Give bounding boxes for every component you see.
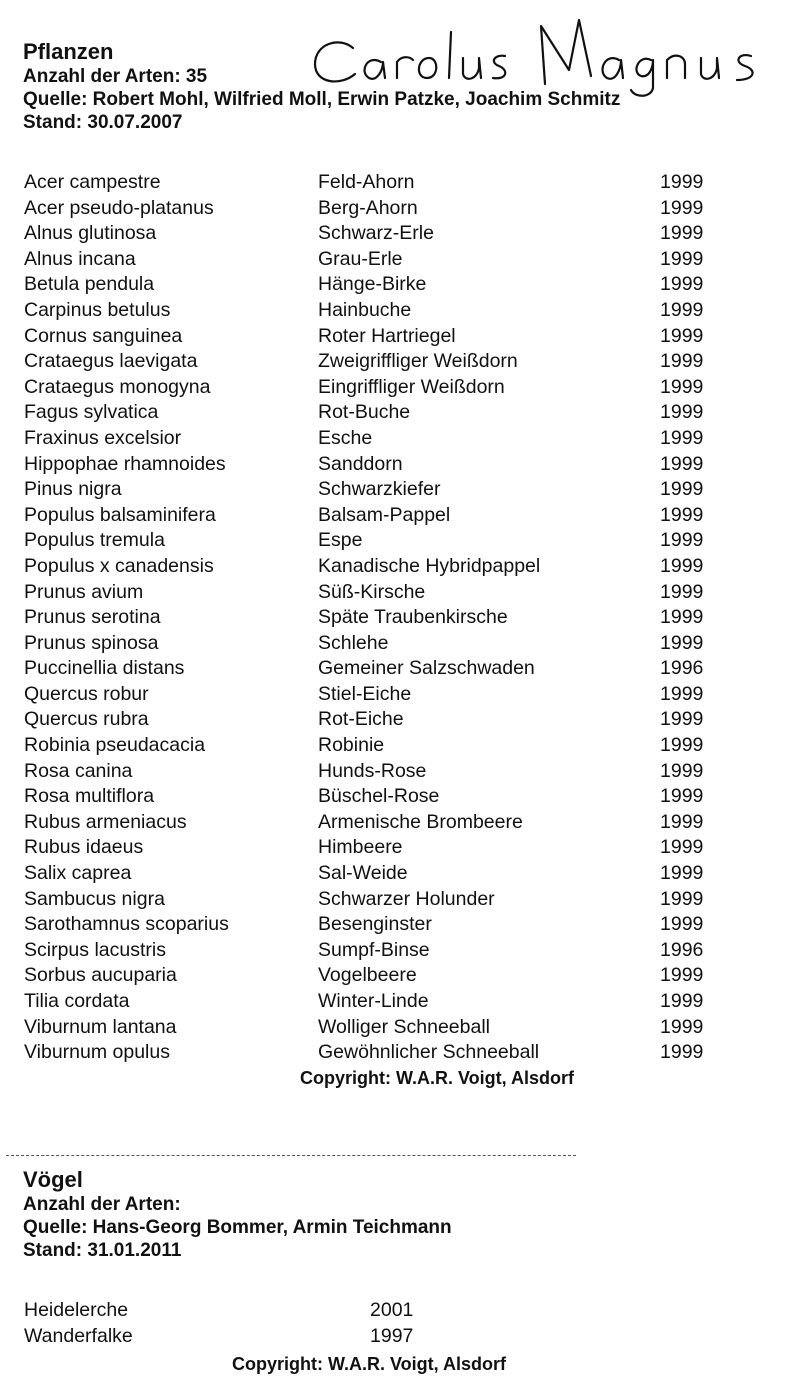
year: 1999 bbox=[660, 836, 704, 859]
year: 1999 bbox=[660, 529, 704, 552]
list-item bbox=[0, 835, 800, 861]
year: 1999 bbox=[660, 1041, 704, 1064]
year: 1999 bbox=[660, 887, 704, 910]
list-item bbox=[0, 810, 800, 836]
german-name: Späte Traubenkirsche bbox=[318, 606, 508, 629]
german-name: Robinie bbox=[318, 734, 385, 757]
german-name: Rot-Buche bbox=[318, 401, 411, 424]
german-name: Gewöhnlicher Schneeball bbox=[318, 1041, 540, 1064]
list-item bbox=[0, 963, 800, 989]
latin-name: Quercus rubra bbox=[24, 708, 149, 731]
latin-name: Puccinellia distans bbox=[24, 657, 185, 680]
german-name: Schwarz-Erle bbox=[318, 222, 434, 245]
list-item bbox=[0, 426, 800, 452]
list-item bbox=[0, 682, 800, 708]
birds-date: Stand: 31.01.2011 bbox=[23, 1240, 182, 1261]
list-item bbox=[0, 784, 800, 810]
year: 1999 bbox=[660, 478, 704, 501]
list-item bbox=[0, 912, 800, 938]
year: 1999 bbox=[660, 222, 704, 245]
german-name: Wolliger Schneeball bbox=[318, 1015, 490, 1038]
year: 1999 bbox=[660, 682, 704, 705]
list-item bbox=[0, 1298, 800, 1324]
latin-name: Cornus sanguinea bbox=[24, 324, 183, 347]
german-name: Schwarzer Holunder bbox=[318, 887, 495, 910]
german-name: Feld-Ahorn bbox=[318, 171, 415, 193]
list-item bbox=[0, 170, 800, 196]
list-item bbox=[0, 733, 800, 759]
list-item bbox=[0, 989, 800, 1015]
latin-name: Hippophae rhamnoides bbox=[24, 452, 226, 475]
german-name: Berg-Ahorn bbox=[318, 196, 418, 219]
latin-name: Alnus incana bbox=[24, 247, 136, 270]
latin-name: Fagus sylvatica bbox=[24, 401, 159, 424]
year: 1999 bbox=[660, 375, 704, 398]
latin-name: Pinus nigra bbox=[24, 478, 122, 501]
year: 1999 bbox=[660, 401, 704, 424]
birds-section bbox=[0, 1166, 800, 1262]
list-item bbox=[0, 759, 800, 785]
german-name: Eingriffliger Weißdorn bbox=[318, 375, 505, 398]
latin-name: Rubus armeniacus bbox=[24, 810, 187, 833]
german-name: Schwarzkiefer bbox=[318, 478, 441, 501]
year: 1999 bbox=[660, 862, 704, 885]
list-item bbox=[0, 707, 800, 733]
list-item bbox=[0, 1040, 800, 1066]
list-item bbox=[0, 1324, 800, 1350]
list-item bbox=[0, 503, 800, 529]
german-name: Kanadische Hybridpappel bbox=[318, 554, 541, 577]
list-item bbox=[0, 580, 800, 606]
year: 1999 bbox=[660, 913, 704, 936]
plants-count: Anzahl der Arten: 35 bbox=[23, 66, 208, 87]
list-item bbox=[0, 938, 800, 964]
plants-title: Pflanzen bbox=[23, 39, 114, 64]
plants-date: Stand: 30.07.2007 bbox=[23, 112, 183, 133]
year: 1999 bbox=[660, 1015, 704, 1038]
year: 1999 bbox=[660, 606, 704, 629]
latin-name: Betula pendula bbox=[24, 273, 155, 296]
german-name: Gemeiner Salzschwaden bbox=[318, 657, 535, 680]
german-name: Süß-Kirsche bbox=[318, 580, 426, 603]
birds-copyright: Copyright: W.A.R. Voigt, Alsdorf bbox=[232, 1354, 506, 1374]
list-item bbox=[0, 375, 800, 401]
list-item bbox=[0, 221, 800, 247]
latin-name: Carpinus betulus bbox=[24, 298, 171, 321]
latin-name: Prunus avium bbox=[24, 580, 144, 603]
list-item bbox=[0, 528, 800, 554]
latin-name: Populus x canadensis bbox=[24, 554, 214, 577]
latin-name: Viburnum opulus bbox=[24, 1041, 170, 1064]
year: 1999 bbox=[660, 171, 704, 193]
german-name: Balsam-Pappel bbox=[318, 503, 451, 526]
german-name: Vogelbeere bbox=[318, 964, 417, 987]
german-name: Espe bbox=[318, 529, 363, 552]
list-item bbox=[0, 400, 800, 426]
list-item bbox=[0, 656, 800, 682]
latin-name: Robinia pseudacacia bbox=[24, 734, 206, 757]
year: 1999 bbox=[660, 631, 704, 654]
latin-name: Alnus glutinosa bbox=[24, 222, 157, 245]
latin-name: Acer campestre bbox=[24, 171, 161, 193]
year: 1999 bbox=[660, 298, 704, 321]
birds-title: Vögel bbox=[23, 1167, 83, 1192]
german-name: Hunds-Rose bbox=[318, 759, 427, 782]
german-name: Rot-Eiche bbox=[318, 708, 404, 731]
german-name: Grau-Erle bbox=[318, 247, 403, 270]
latin-name: Sarothamnus scoparius bbox=[24, 913, 229, 936]
german-name: Stiel-Eiche bbox=[318, 682, 412, 705]
latin-name: Prunus serotina bbox=[24, 606, 161, 629]
latin-name: Prunus spinosa bbox=[24, 631, 159, 654]
year: 1999 bbox=[660, 785, 704, 808]
list-item bbox=[0, 477, 800, 503]
year: 1997 bbox=[370, 1324, 414, 1347]
year: 1999 bbox=[660, 990, 704, 1012]
latin-name: Populus balsaminifera bbox=[24, 503, 216, 526]
latin-name: Sambucus nigra bbox=[24, 887, 165, 910]
year: 1999 bbox=[660, 708, 704, 731]
list-item bbox=[0, 349, 800, 375]
german-name: Schlehe bbox=[318, 631, 389, 654]
year: 1999 bbox=[660, 452, 704, 475]
german-name: Roter Hartriegel bbox=[318, 324, 456, 347]
latin-name: Salix caprea bbox=[24, 862, 132, 885]
latin-name: Rosa multiflora bbox=[24, 785, 155, 808]
latin-name: Crataegus laevigata bbox=[24, 350, 198, 373]
latin-name: Rosa canina bbox=[24, 759, 133, 782]
year: 2001 bbox=[370, 1299, 414, 1321]
latin-name: Rubus idaeus bbox=[24, 836, 144, 859]
year: 1999 bbox=[660, 247, 704, 270]
list-item bbox=[0, 554, 800, 580]
plants-copyright: Copyright: W.A.R. Voigt, Alsdorf bbox=[300, 1068, 574, 1088]
birds-count: Anzahl der Arten: bbox=[23, 1194, 181, 1215]
latin-name: Sorbus aucuparia bbox=[24, 964, 177, 987]
list-item bbox=[0, 605, 800, 631]
year: 1999 bbox=[660, 503, 704, 526]
german-name: Sanddorn bbox=[318, 452, 403, 475]
birds-species-list bbox=[0, 1298, 800, 1349]
list-item bbox=[0, 861, 800, 887]
german-name: Besenginster bbox=[318, 913, 432, 936]
list-item bbox=[0, 1015, 800, 1041]
latin-name: Viburnum lantana bbox=[24, 1015, 177, 1038]
german-name: Hainbuche bbox=[318, 298, 412, 321]
year: 1999 bbox=[660, 554, 704, 577]
german-name: Armenische Brombeere bbox=[318, 810, 523, 833]
year: 1999 bbox=[660, 426, 704, 449]
german-name: Wanderfalke bbox=[24, 1324, 133, 1347]
year: 1996 bbox=[660, 938, 704, 961]
list-item bbox=[0, 247, 800, 273]
section-divider bbox=[6, 1155, 576, 1156]
birds-source: Quelle: Hans-Georg Bommer, Armin Teichmann bbox=[23, 1217, 452, 1238]
german-name: Büschel-Rose bbox=[318, 785, 440, 808]
year: 1999 bbox=[660, 273, 704, 296]
year: 1999 bbox=[660, 759, 704, 782]
year: 1999 bbox=[660, 324, 704, 347]
latin-name: Scirpus lacustris bbox=[24, 938, 166, 961]
list-item bbox=[0, 452, 800, 478]
list-item bbox=[0, 298, 800, 324]
latin-name: Tilia cordata bbox=[24, 990, 130, 1012]
latin-name: Crataegus monogyna bbox=[24, 375, 211, 398]
german-name: Himbeere bbox=[318, 836, 403, 859]
german-name: Heidelerche bbox=[24, 1299, 129, 1321]
year: 1999 bbox=[660, 580, 704, 603]
german-name: Zweigriffliger Weißdorn bbox=[318, 350, 518, 373]
list-item bbox=[0, 631, 800, 657]
latin-name: Acer pseudo-platanus bbox=[24, 196, 214, 219]
year: 1999 bbox=[660, 964, 704, 987]
german-name: Sumpf-Binse bbox=[318, 938, 430, 961]
list-item bbox=[0, 324, 800, 350]
plants-source: Quelle: Robert Mohl, Wilfried Moll, Erwin Patzke, Joachim Schmitz bbox=[23, 89, 621, 110]
year: 1999 bbox=[660, 734, 704, 757]
list-item bbox=[0, 272, 800, 298]
latin-name: Populus tremula bbox=[24, 529, 165, 552]
year: 1999 bbox=[660, 196, 704, 219]
german-name: Winter-Linde bbox=[318, 990, 429, 1012]
german-name: Hänge-Birke bbox=[318, 273, 427, 296]
latin-name: Fraxinus excelsior bbox=[24, 426, 182, 449]
list-item bbox=[0, 196, 800, 222]
year: 1999 bbox=[660, 810, 704, 833]
list-item bbox=[0, 887, 800, 913]
year: 1999 bbox=[660, 350, 704, 373]
german-name: Sal-Weide bbox=[318, 862, 408, 885]
latin-name: Quercus robur bbox=[24, 682, 149, 705]
year: 1996 bbox=[660, 657, 704, 680]
plants-species-list bbox=[0, 170, 800, 1066]
handwritten-signature bbox=[305, 12, 775, 100]
german-name: Esche bbox=[318, 426, 373, 449]
